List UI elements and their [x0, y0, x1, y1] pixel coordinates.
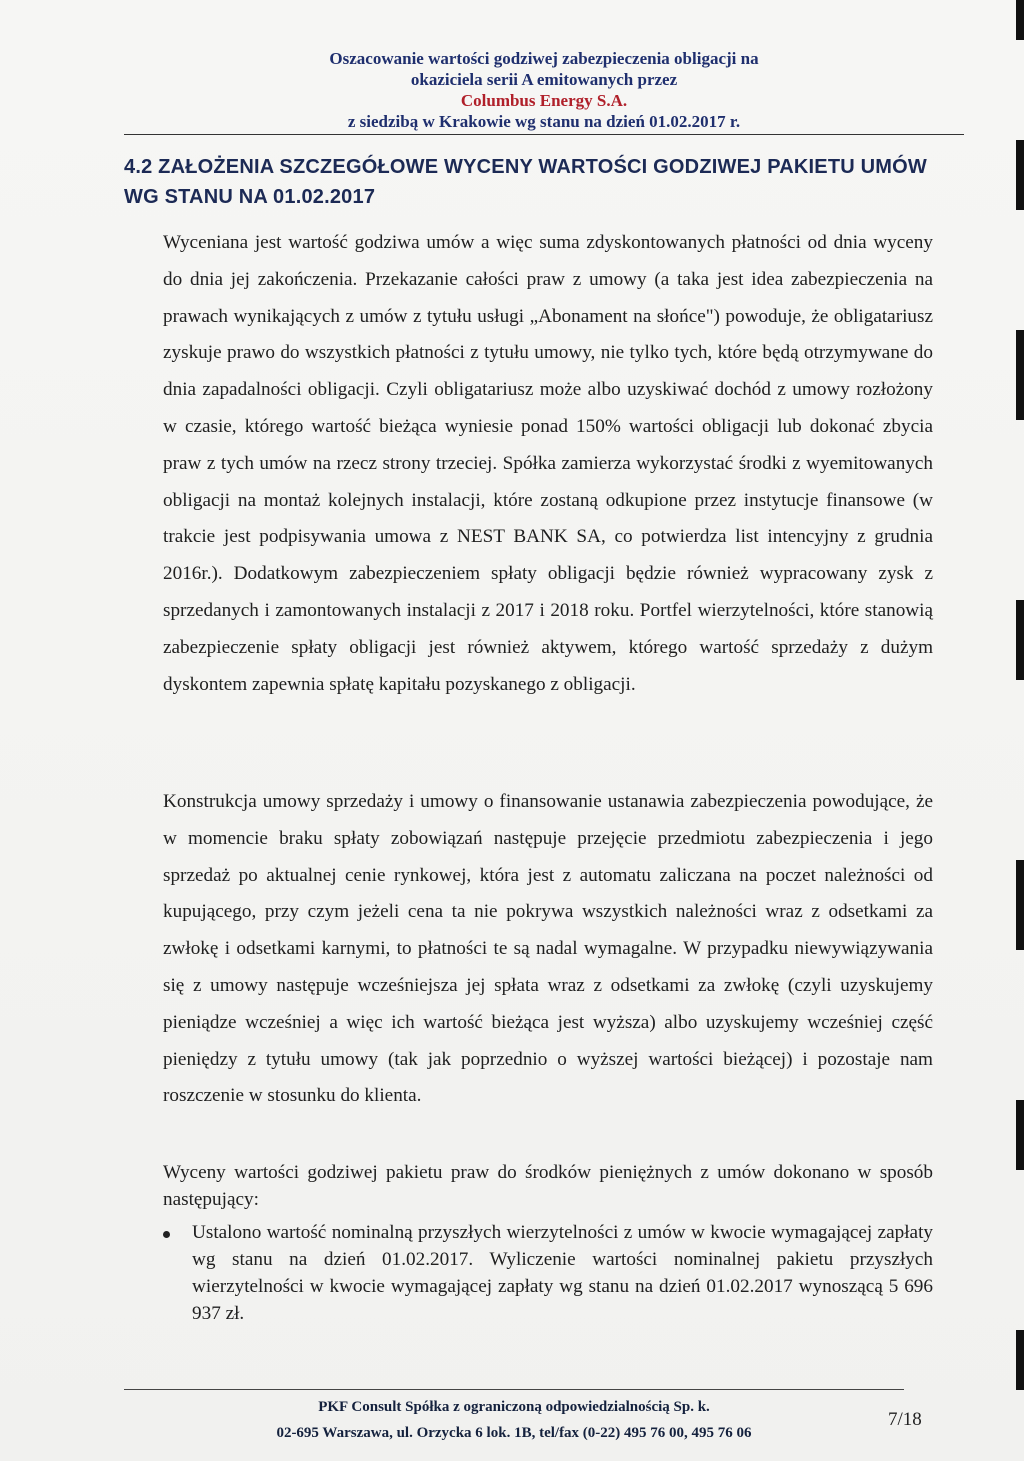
scan-edge-mark [1016, 1330, 1024, 1390]
header-line-4: z siedzibą w Krakowie wg stanu na dzień 01.02.2017 r. [347, 112, 741, 131]
scan-edge-mark [1016, 600, 1024, 680]
scan-edge-mark [1016, 140, 1024, 210]
bullet-icon [163, 1231, 170, 1238]
paragraph-3: Wyceny wartości godziwej pakietu praw do środków pieniężnych z umów dokonano w sposób następujący: [163, 1162, 933, 1210]
header-line-2: okaziciela serii A emitowanych przez [410, 70, 678, 89]
bullet-list [163, 1219, 933, 1327]
page-number: 7/18 [888, 1409, 922, 1430]
footer-address: 02-695 Warszawa, ul. Orzycka 6 lok. 1B, tel/fax (0-22) 495 76 00, 495 76 06 [276, 1425, 752, 1441]
paragraph-1: Wyceniana jest wartość godziwa umów a więc suma zdyskontowanych płatności od dnia wyceny do dnia jej zakończenia. Przekazanie całości praw z umowy (a taka jest idea zabezpieczenia na prawach wynikających z umów z tytułu usługi „Abonament na słońce") powoduje, że obligatariusz zyskuje prawo do wszystkich płatności z tytułu umowy, nie tylko tych, które będą otrzymywane do dnia zapadalności obligacji. Czyli obligatariusz może albo uzyskiwać dochód z umowy rozłożony w czasie, którego wartość bieżąca wyniesie ponad 150% wartości obligacji lub dokonać zbycia praw z tych umów na rzecz strony trzeciej. Spółka zamierza wykorzystać środki z wyemitowanych obligacji na montaż kolejnych instalacji, które zostaną odkupione przez instytucje finansowe (w trakcie jest podpisywania umowa z NEST BANK SA, co potwierdza list intencyjny z grudnia 2016r.). Dodatkowym zabezpieczeniem spłaty obligacji będzie również wypracowany zysk z sprzedanych i zamontowanych instalacji z 2017 i 2018 roku. Portfel wierzytelności, które stanowią zabezpieczenie spłaty obligacji jest również aktywem, którego wartość sprzedaży z dużym dyskontem zapewnia spłatę kapitału pozyskanego z obligacji. [163, 232, 933, 695]
scan-edge-mark [1016, 330, 1024, 420]
paragraph-2: Konstrukcja umowy sprzedaży i umowy o finansowanie ustanawia zabezpieczenia powodujące, że w momencie braku spłaty zobowiązań następuje przejęcie przedmiotu zabezpieczenia i jego sprzedaż po aktualnej cenie rynkowej, która jest z automatu zaliczana na poczet należności od kupującego, przy czym jeżeli cena ta nie pokrywa wszystkich należności wraz z odsetkami za zwłokę i odsetkami karnymi, to płatności te są nadal wymagalne. W przypadku niewywiązywania się z umowy następuje wcześniejsza jej spłata wraz z odsetkami za zwłokę (czyli uzyskujemy pieniądze wcześniej a więc ich wartość bieżąca jest wyższa) albo uzyskujemy wcześniej część pieniędzy z tytułu umowy (tak jak poprzednio o wyższej wartości bieżącej) i pozostaje nam roszczenie w stosunku do klienta. [163, 791, 933, 1107]
scan-edge-mark [1016, 860, 1024, 950]
document-header [124, 48, 964, 132]
header-company: Columbus Energy S.A. [460, 91, 628, 110]
document-footer [124, 1394, 904, 1446]
section-heading: 4.2 ZAŁOŻENIA SZCZEGÓŁOWE WYCENY WARTOŚCI GODZIWEJ PAKIETU UMÓW WG STANU NA 01.02.2017 [124, 156, 927, 208]
footer-divider [124, 1389, 904, 1390]
list-item [163, 1219, 933, 1327]
header-line-1: Oszacowanie wartości godziwej zabezpieczenia obligacji na [329, 49, 759, 68]
footer-company: PKF Consult Spółka z ograniczoną odpowiedzialnością Sp. k. [318, 1399, 710, 1415]
scan-edge-mark [1016, 1100, 1024, 1170]
list-item-text: Ustalono wartość nominalną przyszłych wierzytelności z umów w kwocie wymagającej zapłaty wg stanu na dzień 01.02.2017. Wyliczenie wartości nominalnej pakietu przyszłych wierzytelności w kwocie wymagającej zapłaty wg stanu na dzień 01.02.2017 wynoszącą 5 696 937 zł. [192, 1222, 933, 1324]
scan-edge-mark [1016, 0, 1024, 40]
header-divider [124, 134, 964, 135]
